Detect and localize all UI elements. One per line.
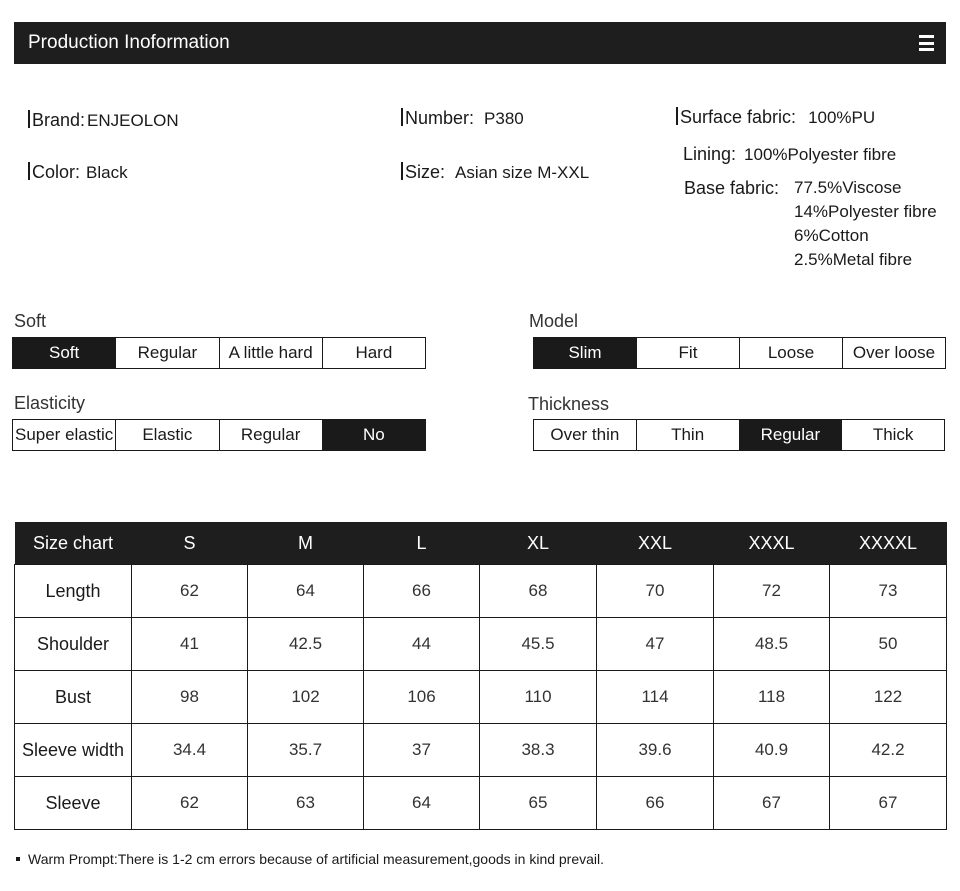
lining-label: Lining:	[683, 144, 737, 164]
table-cell: 64	[364, 777, 480, 830]
bullet-bar	[401, 162, 403, 180]
size-chart-header-row	[15, 522, 947, 565]
table-cell: 35.7	[248, 724, 364, 777]
table-row	[15, 565, 947, 618]
elasticity-scale	[12, 419, 426, 451]
elasticity-option: Regular	[219, 420, 322, 450]
table-cell: 39.6	[597, 724, 714, 777]
row-label: Bust	[15, 671, 132, 724]
row-label: Sleeve width	[15, 724, 132, 777]
table-cell: 62	[132, 777, 248, 830]
base-fabric-value: 6%Cotton	[794, 226, 869, 245]
thickness-option: Regular	[739, 420, 842, 450]
table-cell: 122	[830, 671, 947, 724]
model-option: Fit	[636, 338, 739, 368]
table-row	[15, 777, 947, 830]
size-info	[401, 162, 589, 183]
soft-option: Regular	[115, 338, 218, 368]
model-scale-title: Model	[529, 311, 579, 331]
model-option: Loose	[739, 338, 842, 368]
table-cell: 68	[480, 565, 597, 618]
size-chart-header-cell: M	[248, 522, 364, 565]
bullet-bar	[28, 162, 30, 180]
table-cell: 114	[597, 671, 714, 724]
bullet-bar	[28, 110, 30, 128]
table-cell: 45.5	[480, 618, 597, 671]
table-cell: 48.5	[714, 618, 830, 671]
table-cell: 110	[480, 671, 597, 724]
table-row	[15, 671, 947, 724]
soft-option: Hard	[322, 338, 425, 368]
table-cell: 102	[248, 671, 364, 724]
soft-scale	[12, 337, 426, 369]
size-label: Size:	[405, 162, 446, 182]
table-cell: 38.3	[480, 724, 597, 777]
size-chart-header-cell: XXXXL	[830, 522, 947, 565]
model-scale	[533, 337, 946, 369]
surface-fabric-label: Surface fabric:	[680, 107, 797, 127]
menu-icon[interactable]	[919, 35, 934, 51]
color-value: Black	[86, 163, 128, 182]
table-cell: 40.9	[714, 724, 830, 777]
table-cell: 37	[364, 724, 480, 777]
table-cell: 70	[597, 565, 714, 618]
row-label: Sleeve	[15, 777, 132, 830]
surface-fabric-info	[676, 107, 875, 128]
table-cell: 62	[132, 565, 248, 618]
brand-value: ENJEOLON	[87, 111, 179, 130]
base-fabric-label: Base fabric:	[684, 178, 780, 198]
bullet-bar	[676, 107, 678, 125]
table-cell: 72	[714, 565, 830, 618]
table-cell: 73	[830, 565, 947, 618]
table-cell: 42.2	[830, 724, 947, 777]
base-fabric-value: 2.5%Metal fibre	[794, 250, 913, 269]
size-chart-header-cell: L	[364, 522, 480, 565]
thickness-option: Over thin	[550, 425, 620, 444]
row-label: Shoulder	[15, 618, 132, 671]
color-label: Color:	[32, 162, 81, 182]
table-cell: 66	[597, 777, 714, 830]
number-label: Number:	[405, 108, 475, 128]
warm-prompt-note	[16, 851, 604, 867]
soft-scale-title: Soft	[14, 311, 47, 331]
thickness-scale-title: Thickness	[528, 394, 610, 414]
header-bar	[14, 22, 946, 64]
thickness-scale	[533, 419, 945, 451]
table-cell: 41	[132, 618, 248, 671]
base-fabric-info	[684, 178, 779, 199]
table-cell: 63	[248, 777, 364, 830]
table-cell: 65	[480, 777, 597, 830]
lining-info	[683, 144, 896, 165]
soft-option: A little hard	[219, 338, 322, 368]
table-cell: 67	[830, 777, 947, 830]
table-row	[15, 618, 947, 671]
elasticity-option: Elastic	[115, 420, 218, 450]
size-chart-header-cell: XL	[480, 522, 597, 565]
elasticity-option: No	[322, 420, 425, 450]
base-fabric-values	[794, 176, 937, 272]
size-chart-header-cell: XXXL	[714, 522, 830, 565]
size-value: Asian size M-XXL	[455, 163, 590, 182]
number-info	[401, 108, 524, 129]
thickness-option: Thick	[841, 420, 944, 450]
elasticity-option: Super elastic	[14, 425, 114, 444]
model-option: Slim	[534, 338, 636, 368]
surface-fabric-value: 100%PU	[808, 108, 876, 127]
model-option: Over loose	[842, 338, 945, 368]
table-cell: 44	[364, 618, 480, 671]
table-cell: 66	[364, 565, 480, 618]
soft-option: Soft	[13, 338, 115, 368]
table-cell: 42.5	[248, 618, 364, 671]
size-chart-header-cell: S	[132, 522, 248, 565]
brand-info	[28, 110, 179, 131]
thickness-option: Thin	[636, 420, 739, 450]
lining-value: 100%Polyester fibre	[744, 145, 897, 164]
size-chart-header-cell: XXL	[597, 522, 714, 565]
table-cell: 67	[714, 777, 830, 830]
number-value: P380	[484, 109, 524, 128]
base-fabric-value: 77.5%Viscose	[794, 178, 902, 197]
table-cell: 98	[132, 671, 248, 724]
table-cell: 50	[830, 618, 947, 671]
page-title: Production Inoformation	[28, 32, 230, 53]
elasticity-scale-title: Elasticity	[14, 393, 86, 413]
table-cell: 47	[597, 618, 714, 671]
table-cell: 34.4	[132, 724, 248, 777]
color-info	[28, 162, 128, 183]
size-chart-header-cell: Size chart	[15, 522, 132, 565]
bullet-dot	[16, 857, 20, 861]
table-cell: 64	[248, 565, 364, 618]
size-chart-table	[14, 522, 947, 830]
warm-prompt-text: Warm Prompt:There is 1-2 cm errors because of artificial measurement,goods in kind prevail.	[28, 851, 605, 867]
table-row	[15, 724, 947, 777]
row-label: Length	[15, 565, 132, 618]
table-cell: 106	[364, 671, 480, 724]
base-fabric-value: 14%Polyester fibre	[794, 202, 937, 221]
table-cell: 118	[714, 671, 830, 724]
bullet-bar	[401, 108, 403, 126]
brand-label: Brand:	[32, 110, 86, 130]
